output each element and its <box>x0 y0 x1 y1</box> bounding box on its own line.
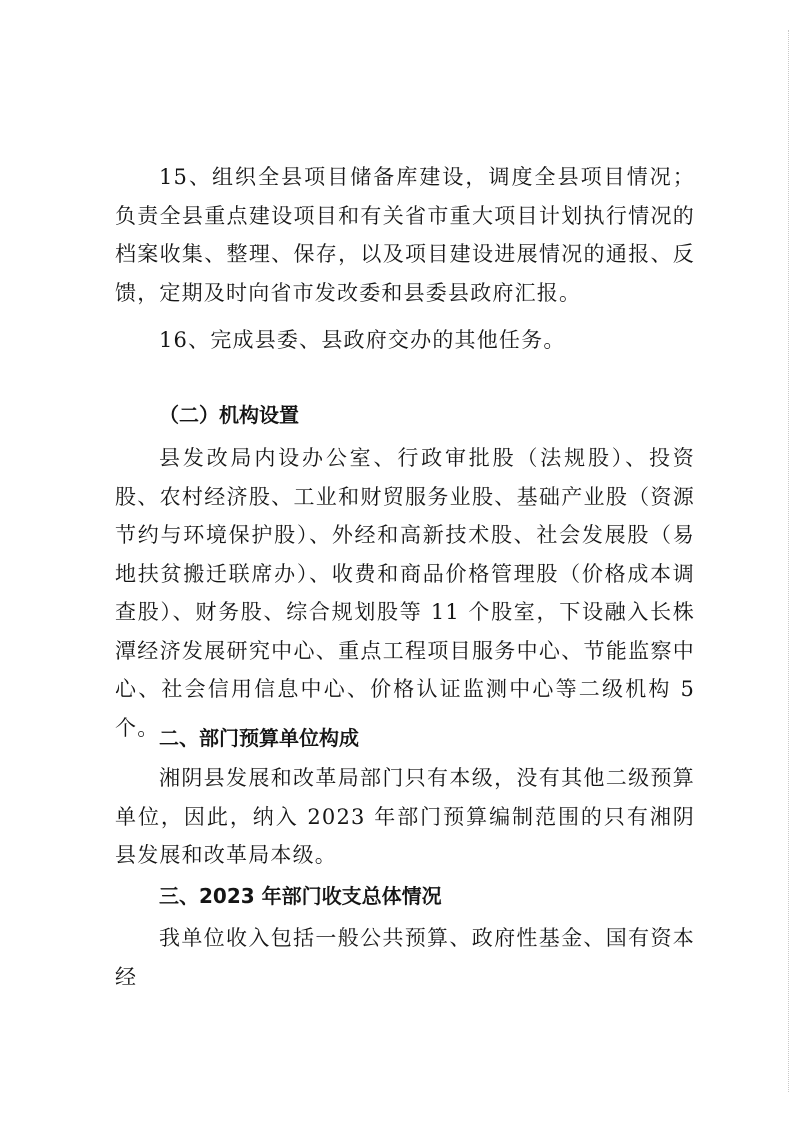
paragraph-item-16: 16、完成县委、县政府交办的其他任务。 <box>159 328 566 352</box>
scan-edge-mark <box>787 30 789 1092</box>
paragraph-org-setup: 县发改局内设办公室、行政审批股（法规股）、投资股、农村经济股、工业和财贸服务业股、基础产业股（资源节约与环境保护股）、外经和高新技术股、社会发展股（易地扶贫搬迁联席办）、收费和商品价格管理股（价格成本调查股）、财务股、综合规划股等 11 个股室，下设融入长株潭经济发展研究中心、重点工程项目服务中心、节能监察中心、社会信用信息中心、价格认证监测中心等二级机构 5 个。 <box>115 446 695 740</box>
heading-budget-units: 二、部门预算单位构成 <box>159 726 359 750</box>
paragraph-item-15: 15、组织全县项目储备库建设，调度全县项目情况；负责全县重点建设项目和有关省市重大项目计划执行情况的档案收集、整理、保存，以及项目建设进展情况的通报、反馈，定期及时向省市发改委和县委县政府汇报。 <box>115 165 695 305</box>
paragraph-budget-units: 湘阴县发展和改革局部门只有本级，没有其他二级预算单位，因此，纳入 2023 年部门预算编制范围的只有湘阴县发展和改革局本级。 <box>115 766 695 867</box>
paragraph-overview: 我单位收入包括一般公共预算、政府性基金、国有资本经 <box>115 926 695 989</box>
heading-overview: 三、2023 年部门收支总体情况 <box>159 884 442 908</box>
heading-org-setup: （二）机构设置 <box>159 403 299 427</box>
